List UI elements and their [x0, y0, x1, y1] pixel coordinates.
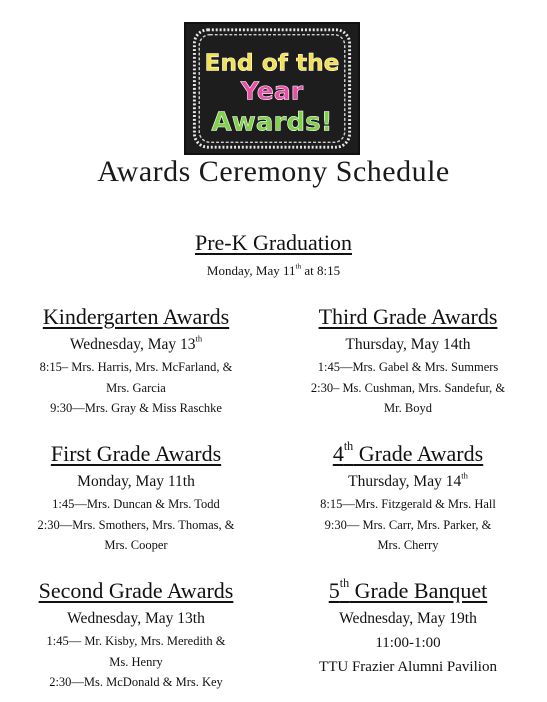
- section-kindergarten-awards: [8, 302, 264, 419]
- schedule-line: 11:00-1:00: [375, 635, 441, 651]
- section-second-grade-awards: [8, 576, 264, 693]
- schedule-line: Mr. Boyd: [384, 401, 432, 415]
- section-heading: First Grade Awards: [50, 441, 222, 466]
- section-fourth-grade-awards: [280, 439, 536, 556]
- section-heading: Third Grade Awards: [318, 304, 498, 329]
- schedule-line: 2:30—Ms. McDonald & Mrs. Key: [49, 675, 223, 689]
- section-prek-graduation: [0, 228, 547, 283]
- logo-line-2: Year: [240, 76, 304, 106]
- schedule-line: TTU Frazier Alumni Pavilion: [319, 659, 497, 675]
- section-heading: Pre-K Graduation: [194, 230, 352, 255]
- section-heading: Second Grade Awards: [38, 578, 234, 603]
- section-date: Wednesday, May 19th: [339, 610, 477, 627]
- section-third-grade-awards: [280, 302, 536, 419]
- schedule-line: 8:15– Mrs. Harris, Mrs. McFarland, &: [39, 360, 233, 374]
- schedule-line: Mrs. Garcia: [106, 380, 166, 395]
- section-heading: 5th Grade Banquet: [328, 576, 488, 603]
- section-date: Thursday, May 14th: [348, 470, 468, 490]
- schedule-line: 8:15—Mrs. Fitzgerald & Mrs. Hall: [320, 497, 496, 511]
- page-title: Awards Ceremony Schedule: [97, 155, 450, 188]
- section-date: Monday, May 11th at 8:15: [206, 262, 341, 278]
- chalkboard-logo-graphic: [186, 24, 358, 153]
- schedule-line: Mrs. Cherry: [377, 538, 439, 552]
- schedule-line: 9:30— Mrs. Carr, Mrs. Parker, &: [324, 517, 492, 532]
- schedule-line: 9:30—Mrs. Gray & Miss Raschke: [50, 401, 222, 415]
- section-date: Wednesday, May 13th: [67, 610, 205, 627]
- section-heading: Kindergarten Awards: [42, 304, 230, 329]
- end-of-year-awards-logo: [184, 22, 360, 155]
- schedule-line: Ms. Henry: [109, 654, 163, 669]
- section-date: Wednesday, May 13th: [69, 333, 203, 353]
- schedule-line: Mrs. Cooper: [104, 538, 168, 552]
- schedule-line: 2:30—Mrs. Smothers, Mrs. Thomas, &: [37, 517, 235, 532]
- schedule-line: 2:30– Ms. Cushman, Mrs. Sandefur, &: [310, 380, 506, 395]
- schedule-line: 1:45—Mrs. Gabel & Mrs. Summers: [317, 360, 499, 374]
- logo-line-3: Awards!: [211, 107, 333, 138]
- schedule-line: 1:45— Mr. Kisby, Mrs. Meredith &: [46, 634, 226, 648]
- schedule-line: 1:45—Mrs. Duncan & Mrs. Todd: [52, 497, 220, 511]
- logo-line-1: End of the: [204, 49, 340, 77]
- section-date: Thursday, May 14th: [345, 336, 471, 353]
- section-heading: 4th Grade Awards: [332, 439, 484, 466]
- section-fifth-grade-banquet: [280, 576, 536, 679]
- section-date: Monday, May 11th: [77, 473, 195, 490]
- section-first-grade-awards: [8, 439, 264, 556]
